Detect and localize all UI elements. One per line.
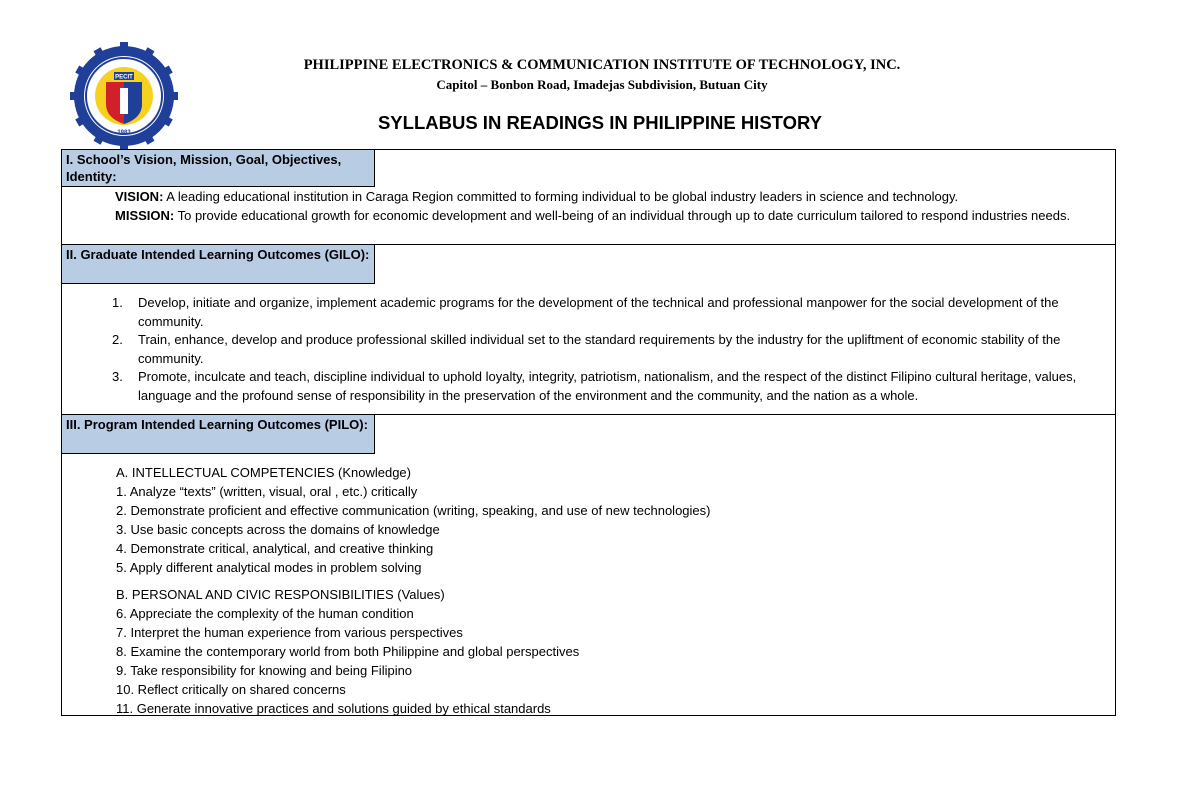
vision-statement <box>115 188 1105 207</box>
pilo-item: 5. Apply different analytical modes in problem solving <box>116 560 422 575</box>
pilo-group-b-label: B. PERSONAL AND CIVIC RESPONSIBILITIES (Values) <box>116 587 445 602</box>
pilo-item: 3. Use basic concepts across the domains of knowledge <box>116 522 440 537</box>
gilo-item-number: 2. <box>112 332 123 347</box>
syllabus-table <box>61 149 1116 716</box>
gilo-item-number: 3. <box>112 369 123 384</box>
pilo-item: 6. Appreciate the complexity of the human condition <box>116 606 414 621</box>
pilo-item: 10. Reflect critically on shared concerns <box>116 682 346 697</box>
vision-mission-block <box>115 188 1105 225</box>
pilo-item: 1. Analyze “texts” (written, visual, oral , etc.) critically <box>116 484 418 499</box>
gilo-item <box>112 331 1112 368</box>
gilo-item-text: Train, enhance, develop and produce professional skilled individual set to the standard requirements by the industry for the upliftment of economic stability of the community. <box>138 332 1061 366</box>
institution-address: Capitol – Bonbon Road, Imadejas Subdivision, Butuan City <box>436 77 768 92</box>
section3-heading: III. Program Intended Learning Outcomes (PILO): <box>61 414 375 454</box>
gilo-item <box>112 294 1112 331</box>
pilo-item: 11. Generate innovative practices and solutions guided by ethical standards <box>116 701 551 716</box>
pilo-item: 4. Demonstrate critical, analytical, and creative thinking <box>116 541 434 556</box>
section1-heading: I. School’s Vision, Mission, Goal, Objectives, Identity: <box>61 149 375 187</box>
gilo-item <box>112 368 1112 405</box>
mission-label: MISSION: <box>115 207 175 223</box>
document-title: SYLLABUS IN READINGS IN PHILIPPINE HISTORY <box>377 112 823 133</box>
gilo-item-text: Develop, initiate and organize, implement academic programs for the development of the technical and professional manpower for the social development of the community. <box>138 295 1059 329</box>
mission-statement <box>115 207 1105 226</box>
gilo-item-number: 1. <box>112 295 123 310</box>
pilo-item: 2. Demonstrate proficient and effective communication (writing, speaking, and use of new technologies) <box>116 503 711 518</box>
gilo-item-text: Promote, inculcate and teach, discipline individual to uphold loyalty, integrity, patriotism, nationalism, and the respect of the distinct Filipino cultural heritage, values, language and the profound sense of responsibility in the preservation of the environment and the community, and the nation as a whole. <box>138 369 1077 403</box>
logo-text: PECIT <box>115 74 133 81</box>
gilo-list <box>112 294 1112 405</box>
mission-text: To provide educational growth for economic development and well-being of an individual through up to date curriculum tailored to respond industries needs. <box>174 207 1071 223</box>
pilo-item: 8. Examine the contemporary world from both Philippine and global perspectives <box>116 644 580 659</box>
pilo-item: 7. Interpret the human experience from various perspectives <box>116 625 463 640</box>
pilo-group-a-label: A. INTELLECTUAL COMPETENCIES (Knowledge) <box>116 465 411 480</box>
spacer <box>116 577 1016 585</box>
logo-year: 1983 <box>117 130 131 136</box>
pilo-item: 9. Take responsibility for knowing and being Filipino <box>116 663 413 678</box>
section2-heading: II. Graduate Intended Learning Outcomes (GILO): <box>61 244 375 284</box>
institution-name: PHILIPPINE ELECTRONICS & COMMUNICATION INSTITUTE OF TECHNOLOGY, INC. <box>303 57 901 73</box>
pilo-block <box>116 463 1016 718</box>
vision-text: A leading educational institution in Caraga Region committed to forming individual to be global industry leaders in science and technology. <box>163 189 959 204</box>
vision-label: VISION: <box>115 189 164 204</box>
